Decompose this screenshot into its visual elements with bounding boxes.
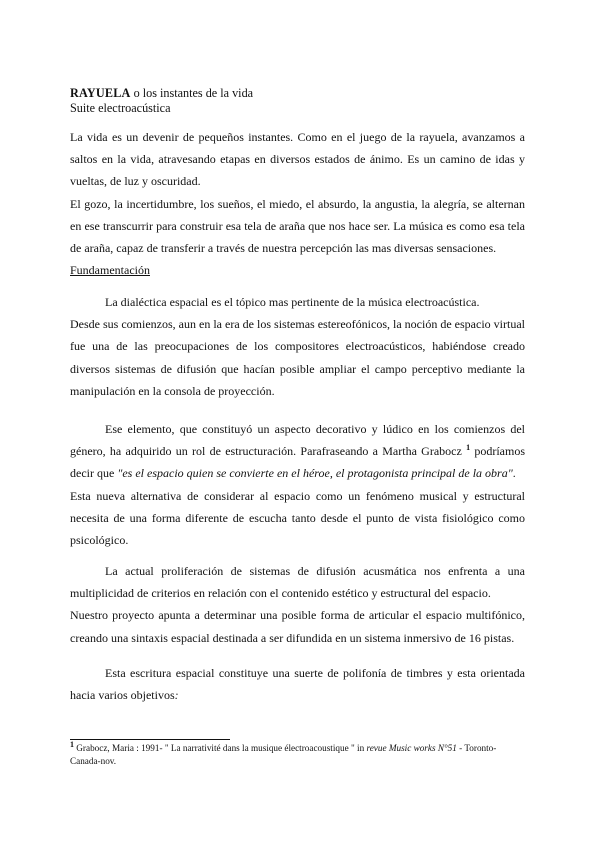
section-2-text-b: podríamos decir que — [70, 444, 526, 481]
footnote-journal: revue Music works N°51 — [366, 743, 457, 753]
section-2-paragraph-2: Esta nueva alternativa de considerar al espacio como un fenómeno musical y estructural necesita de una forma diferente de escucha tanto desde el punto de vista fisiológico como psicológico. — [70, 488, 525, 548]
intro-section — [70, 126, 525, 259]
section-3-paragraph-2: Nuestro proyecto apunta a determinar una posible forma de articular el espacio multifónico, creando una sintaxis espacial destinada a ser difundida en un sistema inmersivo de 16 pistas. — [70, 608, 525, 645]
section-2 — [70, 418, 525, 551]
section-heading: Fundamentación — [70, 263, 150, 277]
title-rest: o los instantes de la vida — [130, 86, 254, 100]
section-2-paragraph-1 — [70, 418, 525, 485]
title-main: RAYUELA — [70, 86, 131, 100]
title-line — [70, 86, 525, 101]
footnote-text-a: Grabocz, Maria : 1991- " La narrativité dans la musique électroacoustique " in — [74, 743, 367, 753]
document-title — [70, 86, 525, 116]
footnote-reference[interactable]: 1 — [466, 443, 471, 453]
section-1 — [70, 291, 525, 402]
footnote-divider — [70, 739, 230, 740]
section-4-paragraph-1 — [70, 662, 525, 706]
section-1-paragraph-1: La dialéctica espacial es el tópico mas pertinente de la música electroacústica. — [105, 295, 480, 309]
intro-paragraph-1: La vida es un devenir de pequeños instantes. Como en el juego de la rayuela, avanzamos a saltos en la vida, atravesando etapas en diversos estados de ánimo. Es un camino de idas y vueltas, de luz y oscuridad. — [70, 130, 525, 189]
section-4-colon: : — [174, 688, 179, 703]
intro-paragraph-2: El gozo, la incertidumbre, los sueños, el miedo, el absurdo, la angustia, la alegría, se alternan en ese transcurrir para construir esa tela de araña que nos hace ser. La música es como esa tela de araña, capaz de transferir a través de nuestra percepción las mas diversas sensaciones. — [70, 196, 525, 256]
section-1-paragraph-2: Desde sus comienzos, aun en la era de los sistemas estereofónicos, la noción de espacio virtual fue una de las preocupaciones de los compositores electroacústicos, habiéndose creado diversos sistemas de difusión que hacían posible ampliar el campo perceptivo mediante la manipulación en la consola de proyección. — [70, 317, 525, 398]
section-3 — [70, 560, 525, 649]
footnote — [70, 739, 525, 768]
footnote-mark: 1 — [70, 739, 74, 749]
section-3-paragraph-1: La actual proliferación de sistemas de difusión acusmática nos enfrenta a una multiplicidad de criterios en relación con el contenido estético y estructural del espacio. — [70, 564, 525, 601]
section-4 — [70, 662, 525, 706]
section-2-quote: "es el espacio quien se convierte en el héroe, el protagonista principal de la obra" — [117, 466, 513, 481]
section-2-text-a: Ese elemento, que constituyó un aspecto decorativo y lúdico en los comienzos del género, ha adquirido un rol de estructuración. Parafraseando a Martha Grabocz — [70, 422, 525, 459]
footnote-text-b: - Toronto-Canada-nov. — [70, 743, 497, 766]
document-subtitle: Suite electroacústica — [70, 101, 171, 115]
section-2-text-end: . — [512, 466, 516, 481]
section-4-text: Esta escritura espacial constituye una suerte de polifonía de timbres y esta orientada hacia varios objetivos — [70, 666, 525, 703]
